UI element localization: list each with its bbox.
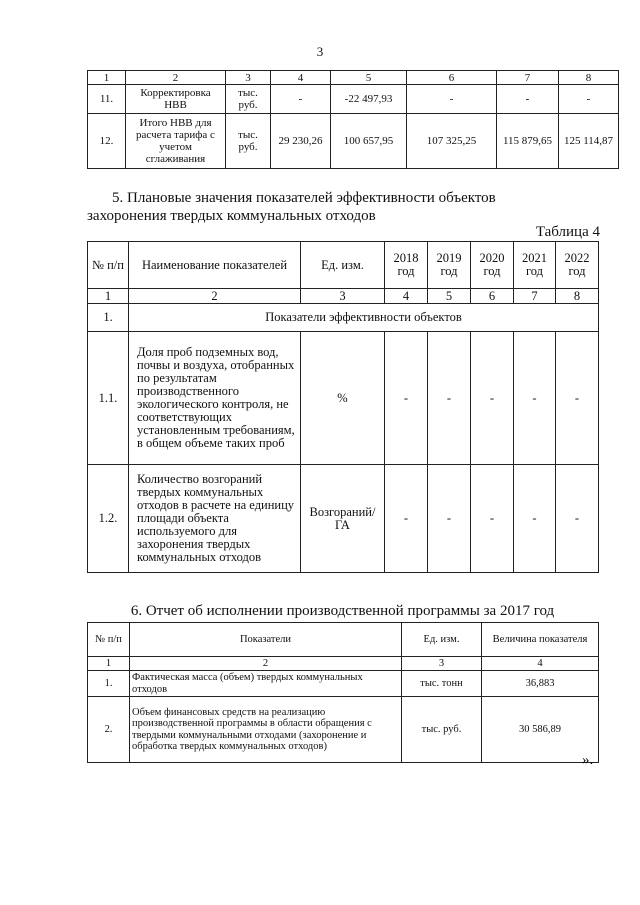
col-number: 1 (88, 71, 126, 85)
row-name: Объем финансовых средств на реализацию производственной программы в области обращения с твердыми коммунальными отходами (захоронение и обработка твердых коммунальных отходов) (130, 697, 402, 763)
row-value: 30 586,89 (482, 697, 599, 763)
row-number: 2. (88, 697, 130, 763)
cell-value: 115 879,65 (497, 114, 559, 169)
cell-value: 125 114,87 (559, 114, 619, 169)
header-number: № п/п (88, 242, 129, 289)
row-unit: тыс. тонн (402, 671, 482, 697)
row-name: Доля проб подземных вод, почвы и воздуха, отобранных по результатам производственного экологического контроля, не соответствующих установленным требованиям, в общем объеме таких проб (129, 332, 301, 465)
cell-value: - (407, 85, 497, 114)
cell-value: - (559, 85, 619, 114)
table-3-continuation (87, 70, 619, 169)
header-unit: Ед. изм. (402, 623, 482, 657)
header-value: Величина показателя (482, 623, 599, 657)
cell-value: - (271, 85, 331, 114)
header-name: Наименование показателей (129, 242, 301, 289)
cell-value: - (428, 332, 471, 465)
row-number: 1.2. (88, 465, 129, 573)
col-number: 4 (271, 71, 331, 85)
col-number: 2 (130, 657, 402, 671)
group-row (88, 304, 599, 332)
column-numbers-row (88, 289, 599, 304)
table-row (88, 671, 599, 697)
table-header-row (88, 623, 599, 657)
col-number: 3 (226, 71, 271, 85)
cell-value: - (385, 465, 428, 573)
column-numbers-row (88, 657, 599, 671)
table-row (88, 85, 619, 114)
cell-value: - (471, 465, 514, 573)
cell-value: 107 325,25 (407, 114, 497, 169)
header-year-2019: 2019 год (428, 242, 471, 289)
table-row (88, 114, 619, 169)
col-number: 4 (385, 289, 428, 304)
header-name: Показатели (130, 623, 402, 657)
cell-value: 100 657,95 (331, 114, 407, 169)
col-number: 6 (471, 289, 514, 304)
row-unit: Возгораний/ ГА (301, 465, 385, 573)
section-5-heading-line2: захоронения твердых коммунальных отходов (87, 208, 376, 224)
col-number: 3 (301, 289, 385, 304)
row-unit: тыс. руб. (226, 114, 271, 169)
header-year-2020: 2020 год (471, 242, 514, 289)
col-number: 1 (88, 657, 130, 671)
col-number: 4 (482, 657, 599, 671)
col-number: 5 (331, 71, 407, 85)
group-title: Показатели эффективности объектов (129, 304, 599, 332)
row-unit: тыс. руб. (226, 85, 271, 114)
table-4-label: Таблица 4 (535, 224, 600, 240)
row-unit: % (301, 332, 385, 465)
table-header-row (88, 242, 599, 289)
header-year-2021: 2021 год (514, 242, 556, 289)
row-name: Фактическая масса (объем) твердых коммунальных отходов (130, 671, 402, 697)
col-number: 2 (126, 71, 226, 85)
col-number: 1 (88, 289, 129, 304)
header-unit: Ед. изм. (301, 242, 385, 289)
row-number: 12. (88, 114, 126, 169)
cell-value: - (471, 332, 514, 465)
section-5-heading-line1: 5. Плановые значения показателей эффективности объектов (112, 190, 496, 206)
row-number: 11. (88, 85, 126, 114)
row-unit: тыс. руб. (402, 697, 482, 763)
cell-value: - (428, 465, 471, 573)
row-name: Корректировка НВВ (126, 85, 226, 114)
cell-value: - (556, 465, 599, 573)
cell-value: - (497, 85, 559, 114)
col-number: 8 (559, 71, 619, 85)
cell-value: 29 230,26 (271, 114, 331, 169)
table-report-2017 (87, 622, 599, 763)
cell-value: - (556, 332, 599, 465)
closing-quote-mark: ». (582, 752, 594, 768)
row-number: 1.1. (88, 332, 129, 465)
col-number: 8 (556, 289, 599, 304)
col-number: 6 (407, 71, 497, 85)
table-row (88, 697, 599, 763)
header-number: № п/п (88, 623, 130, 657)
table-4 (87, 241, 599, 573)
section-6-heading: 6. Отчет об исполнении производственной программы за 2017 год (130, 603, 555, 619)
group-number: 1. (88, 304, 129, 332)
cell-value: -22 497,93 (331, 85, 407, 114)
col-number: 2 (129, 289, 301, 304)
header-year-2018: 2018 год (385, 242, 428, 289)
table-row (88, 332, 599, 465)
col-number: 3 (402, 657, 482, 671)
col-number: 7 (514, 289, 556, 304)
table-row (88, 465, 599, 573)
cell-value: - (514, 332, 556, 465)
page-number: 3 (316, 44, 324, 59)
row-name: Количество возгораний твердых коммунальных отходов в расчете на единицу площади объекта используемого для захоронения твердых коммунальных отходов (129, 465, 301, 573)
row-number: 1. (88, 671, 130, 697)
row-name: Итого НВВ для расчета тарифа с учетом сглаживания (126, 114, 226, 169)
table-header-row (88, 71, 619, 85)
cell-value: - (385, 332, 428, 465)
col-number: 7 (497, 71, 559, 85)
col-number: 5 (428, 289, 471, 304)
header-year-2022: 2022 год (556, 242, 599, 289)
row-value: 36,883 (482, 671, 599, 697)
cell-value: - (514, 465, 556, 573)
